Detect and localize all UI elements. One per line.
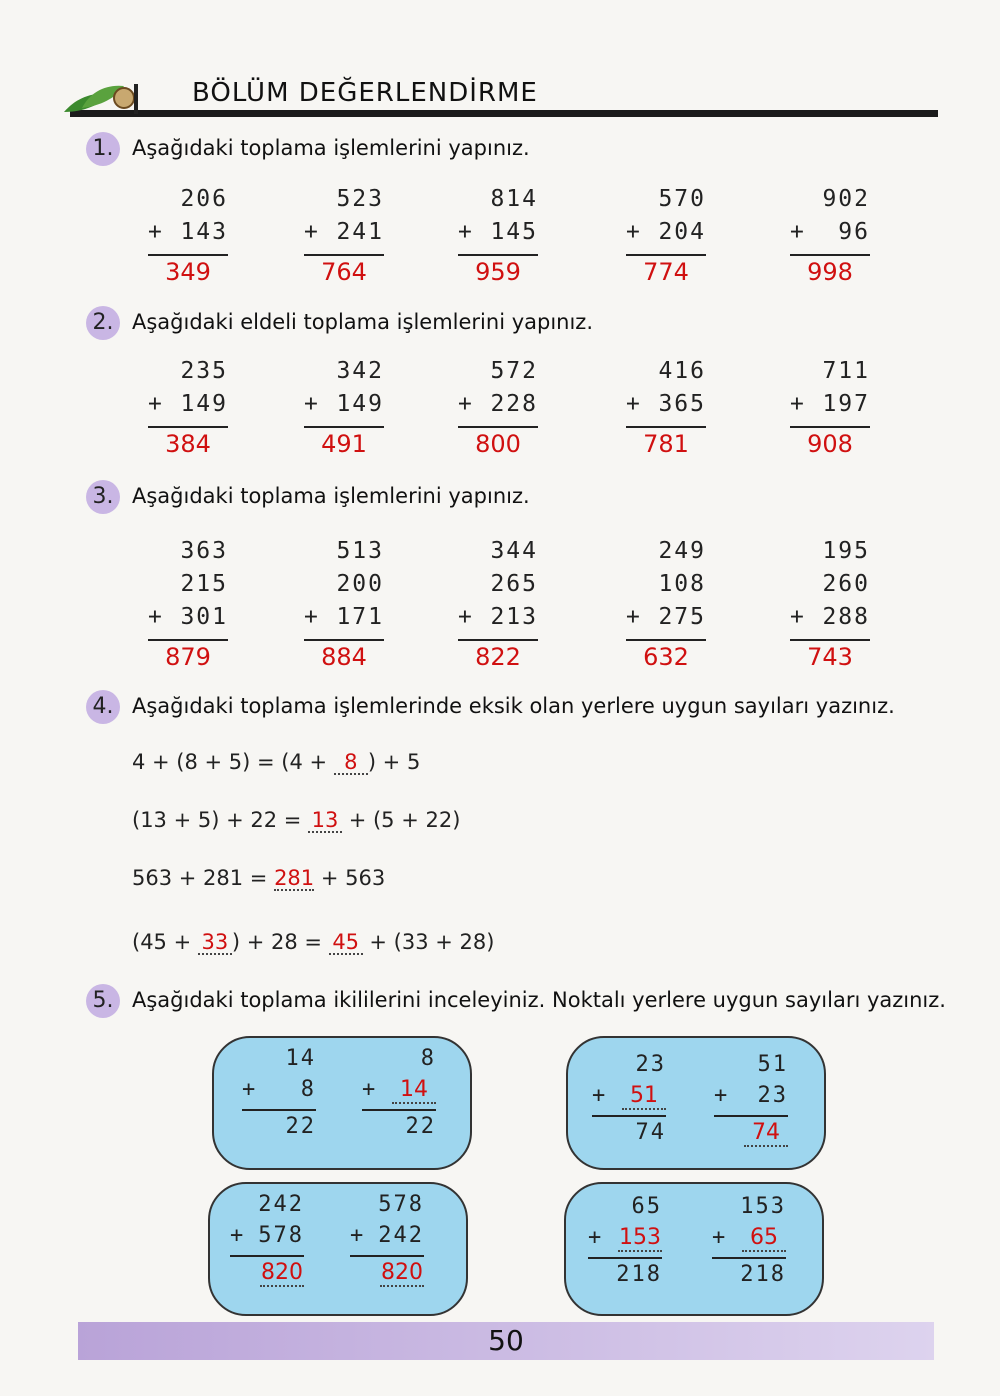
leaf-decoration-icon: [62, 78, 142, 118]
blank-answer: 33: [198, 931, 232, 955]
answer: 884: [321, 643, 367, 671]
problem-1-5: 902 + 96 998: [790, 186, 870, 286]
pair-2-right: 51 + 23 74: [714, 1052, 788, 1145]
answer: 384: [165, 430, 211, 458]
pair-4-right: 153 + 65 218: [712, 1194, 786, 1287]
pair-3-right: 578 + 242 820: [350, 1192, 424, 1285]
problem-3-5: 195 260 + 288 743: [790, 538, 870, 671]
answer: 632: [643, 643, 689, 671]
problem-2-5: 711 + 197 908: [790, 358, 870, 458]
problem-1-1: 206 + 143 349: [148, 186, 228, 286]
footer-bar: [78, 1322, 934, 1360]
problem-2-3: 572 + 228 800: [458, 358, 538, 458]
blank-answer: 45: [329, 931, 363, 955]
answer: 349: [165, 258, 211, 286]
section-3-number: 3.: [86, 480, 120, 514]
section-5-number: 5.: [86, 984, 120, 1018]
problem-3-3: 344 265 + 213 822: [458, 538, 538, 671]
answer: 959: [475, 258, 521, 286]
answer: 781: [643, 430, 689, 458]
problem-3-1: 363 215 + 301 879: [148, 538, 228, 671]
answer: 908: [807, 430, 853, 458]
problem-2-1: 235 + 149 384: [148, 358, 228, 458]
section-1-number: 1.: [86, 132, 120, 166]
page-title: BÖLÜM DEĞERLENDİRME: [192, 78, 538, 108]
equation-2: (13 + 5) + 22 = 13 + (5 + 22): [132, 808, 461, 832]
equation-3: 563 + 281 = 281 + 563: [132, 866, 386, 890]
equation-4: (45 + 33 ) + 28 = 45 + (33 + 28): [132, 930, 495, 954]
section-2-number: 2.: [86, 306, 120, 340]
answer: 764: [321, 258, 367, 286]
answer: 774: [643, 258, 689, 286]
page-number: 50: [488, 1324, 524, 1357]
blank-answer: 281: [274, 866, 315, 890]
problem-1-3: 814 + 145 959: [458, 186, 538, 286]
problem-3-2: 513 200 + 171 884: [304, 538, 384, 671]
pair-1-right: 8 + 14 22: [362, 1046, 436, 1139]
answer: 998: [807, 258, 853, 286]
answer: 491: [321, 430, 367, 458]
answer: 743: [807, 643, 853, 671]
section-header: [70, 76, 940, 120]
section-2-instruction: Aşağıdaki eldeli toplama işlemlerini yapınız.: [132, 310, 594, 334]
section-1-instruction: Aşağıdaki toplama işlemlerini yapınız.: [132, 136, 530, 160]
section-4-instruction: Aşağıdaki toplama işlemlerinde eksik olan yerlere uygun sayıları yazınız.: [132, 694, 895, 718]
pair-2-left: 23 + 51 74: [592, 1052, 666, 1145]
answer: 800: [475, 430, 521, 458]
equation-1: 4 + (8 + 5) = (4 + 8 ) + 5: [132, 750, 421, 774]
problem-3-4: 249 108 + 275 632: [626, 538, 706, 671]
problem-2-2: 342 + 149 491: [304, 358, 384, 458]
blank-answer: 13: [308, 809, 342, 833]
problem-1-2: 523 + 241 764: [304, 186, 384, 286]
problem-1-4: 570 + 204 774: [626, 186, 706, 286]
pair-4-left: 65 + 153 218: [588, 1194, 662, 1287]
answer: 822: [475, 643, 521, 671]
section-5-instruction: Aşağıdaki toplama ikililerini inceleyiniz. Noktalı yerlere uygun sayıları yazınız.: [132, 988, 946, 1012]
section-3-instruction: Aşağıdaki toplama işlemlerini yapınız.: [132, 484, 530, 508]
pair-1-left: 14 + 8 22: [242, 1046, 316, 1139]
answer: 879: [165, 643, 211, 671]
header-rule: [70, 110, 938, 117]
pair-3-left: 242 + 578 820: [230, 1192, 304, 1285]
blank-answer: 8: [334, 751, 368, 775]
problem-2-4: 416 + 365 781: [626, 358, 706, 458]
section-4-number: 4.: [86, 690, 120, 724]
